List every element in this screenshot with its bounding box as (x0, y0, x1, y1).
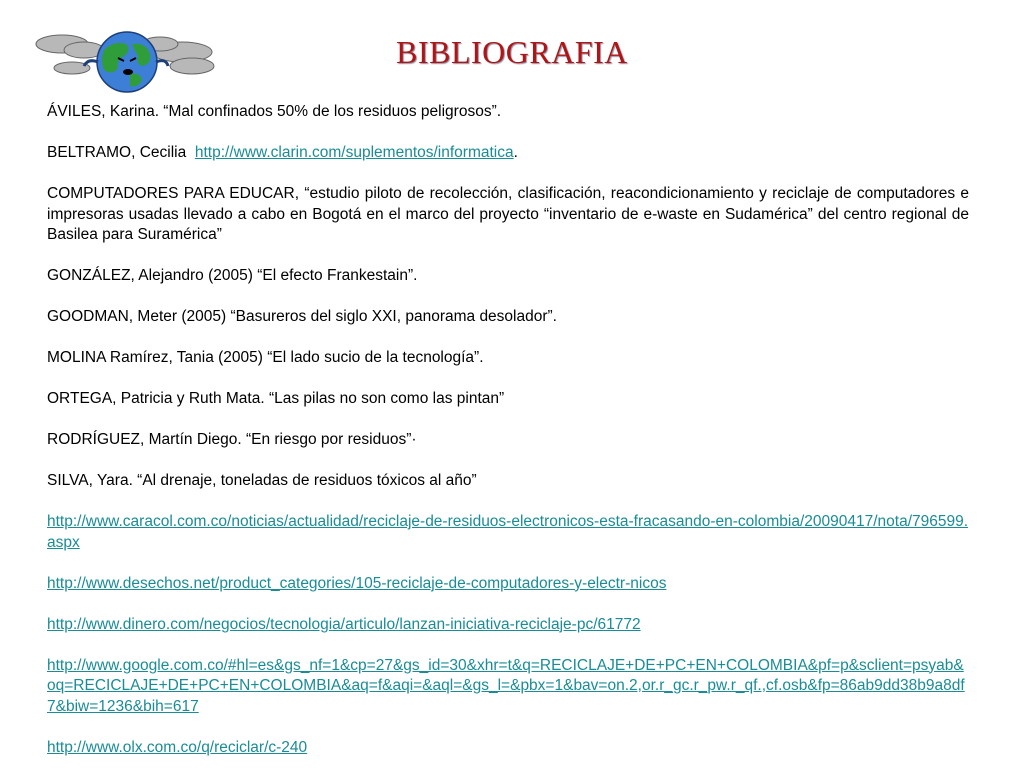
list-item (47, 574, 969, 595)
list-item (47, 615, 969, 636)
caracol-link[interactable]: http://www.caracol.com.co/noticias/actualidad/reciclaje-de-residuos-electronicos-esta-fracasando-en-colombia/20090417/nota/796599.aspx (47, 513, 969, 551)
olx-link[interactable]: http://www.olx.com.co/q/reciclar/c-240 (47, 738, 308, 756)
list-item: ORTEGA, Patricia y Ruth Mata. “Las pilas no son como las pintan” (47, 390, 505, 407)
list-item: SILVA, Yara. “Al drenaje, toneladas de residuos tóxicos al año” (47, 472, 477, 489)
page-title: BIBLIOGRAFIA (396, 34, 628, 70)
list-item: GONZÁLEZ, Alejandro (2005) “El efecto Frankestain”. (47, 267, 418, 284)
list-item: ÁVILES, Karina. “Mal confinados 50% de los residuos peligrosos”. (47, 103, 502, 120)
list-item: COMPUTADORES PARA EDUCAR, “estudio piloto de recolección, clasificación, reacondicionamiento y reciclaje de computadores e impresoras usadas llevado a cabo en Bogotá en el marco del proyecto “inventario de e-waste en Sudamérica” del centro regional de Basilea para Suramérica” (47, 185, 969, 243)
dinero-link[interactable]: http://www.dinero.com/negocios/tecnologia/articulo/lanzan-iniciativa-reciclaje-pc/61772 (47, 615, 641, 633)
list-item: BELTRAMO, Cecilia http://www.clarin.com/suplementos/informatica. (47, 144, 518, 161)
list-item (47, 656, 969, 718)
list-item: MOLINA Ramírez, Tania (2005) “El lado sucio de la tecnología”. (47, 349, 484, 366)
list-item (47, 512, 969, 553)
bibliography-list (47, 102, 969, 758)
google-link[interactable]: http://www.google.com.co/#hl=es&gs_nf=1&cp=27&gs_id=30&xhr=t&q=RECICLAJE+DE+PC+EN+COLOMBIA&pf=p&sclient=psyab&oq=RECICLAJE+DE+PC+EN+COLOMBIA&aq=f&aqi=&aql=&gs_l=&pbx=1&bav=on.2,or.r_gc.r_pw.r_qf.,cf.osb&fp=86ab9dd38b9a8df7&biw=1236&bih=617 (47, 656, 965, 715)
list-item: RODRÍGUEZ, Martín Diego. “En riesgo por residuos”· (47, 431, 417, 448)
list-item: GOODMAN, Meter (2005) “Basureros del siglo XXI, panorama desolador”. (47, 308, 557, 325)
list-item (47, 738, 969, 759)
clarin-link[interactable]: http://www.clarin.com/suplementos/informatica (194, 144, 514, 161)
desechos-link[interactable]: http://www.desechos.net/product_categories/105-reciclaje-de-computadores-y-electr-nicos (47, 574, 667, 592)
